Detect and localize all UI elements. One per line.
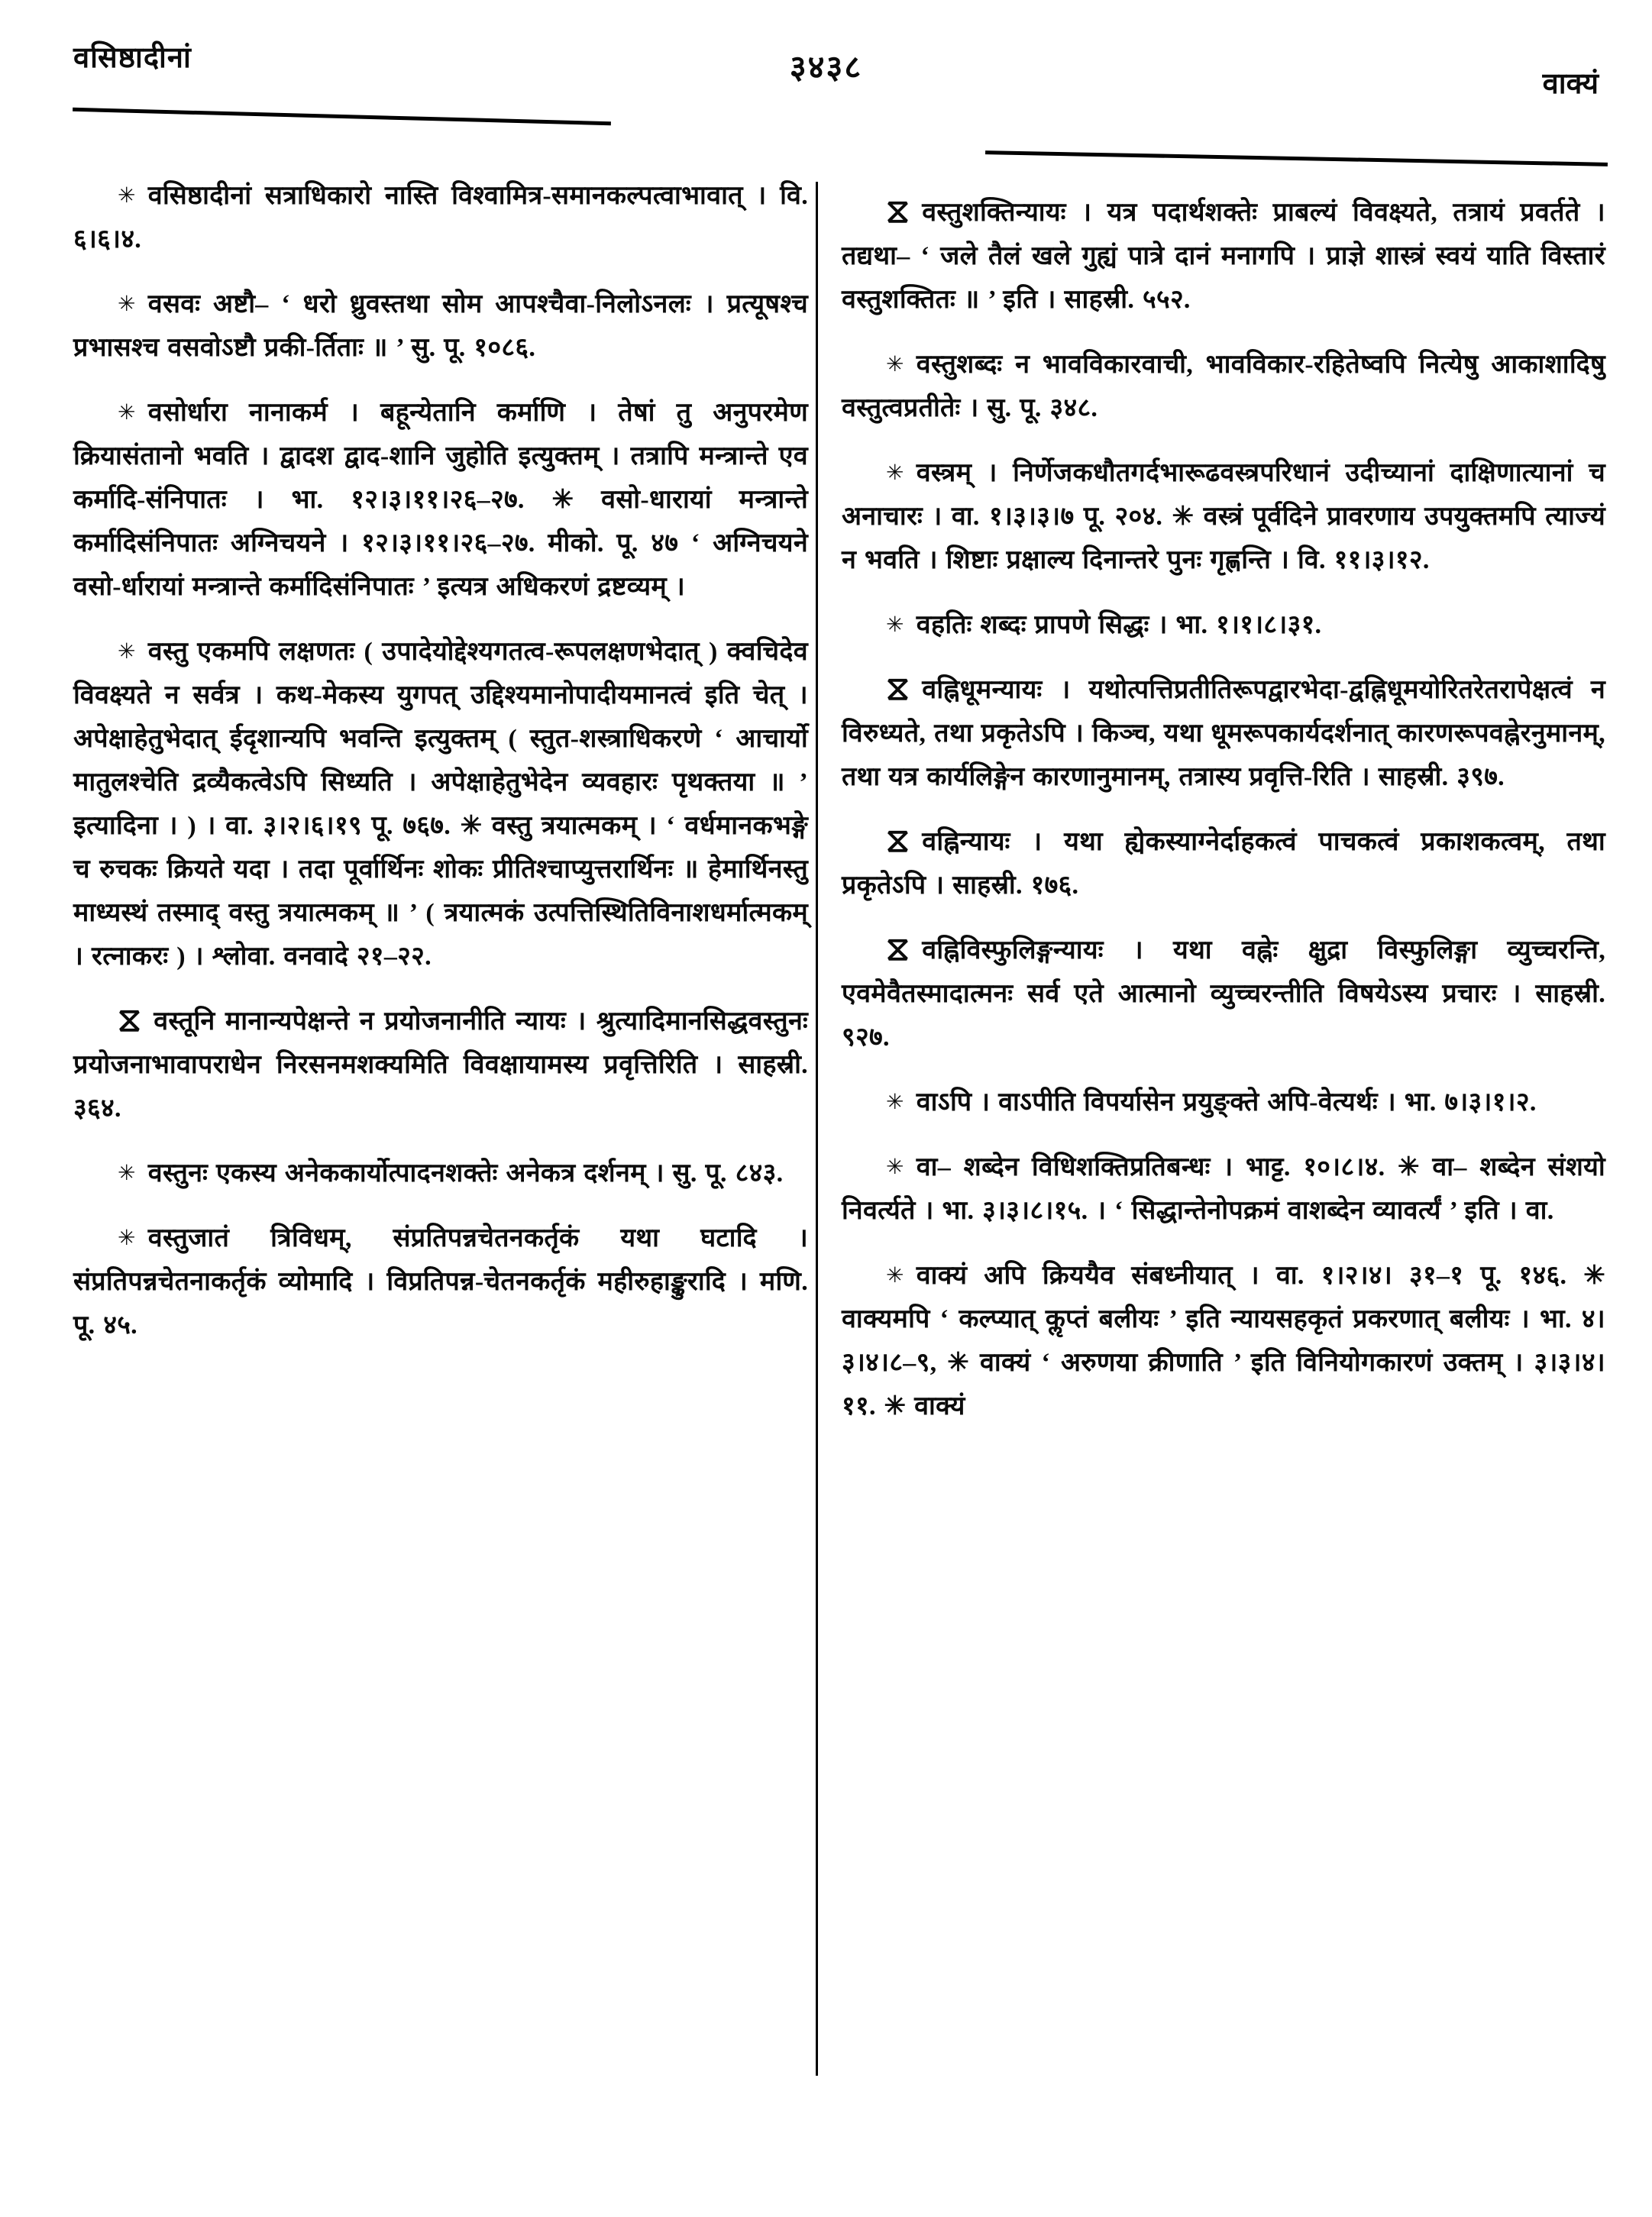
- dictionary-entry: [73, 174, 808, 261]
- entry-text: वस्तुशक्तिन्यायः । यत्र पदार्थशक्तेः प्राबल्यं विवक्ष्यते, तत्रायं प्रवर्तते । तद्यथा– ‘ जले तैलं खले गुह्यं पात्रे दानं मनागपि । प्राज्ञे शास्त्रं स्वयं याति विस्तारं वस्तुशक्तितः ॥ ’ इति । साहस्री. ५५२.: [842, 199, 1605, 314]
- dictionary-entry: [73, 630, 808, 978]
- dictionary-entry: [842, 1146, 1605, 1233]
- dictionary-entry: [842, 451, 1605, 582]
- dictionary-entry: [842, 1254, 1605, 1428]
- entry-marker-icon: ✳: [886, 460, 904, 485]
- entry-marker-icon: ✳: [118, 183, 136, 208]
- right-column: [842, 191, 1605, 1449]
- dictionary-entry: [842, 343, 1605, 430]
- entry-text: वह्निधूमन्यायः । यथोत्पत्तिप्रतीतिरूपद्वारभेदा-द्वह्निधूमयोरितरेतरापेक्षत्वं न विरुध्यते, तथा प्रकृतेऽपि । किञ्च, यथा धूमरूपकार्यदर्शनात् कारणरूपवह्नेरनुमानम्, तथा यत्र कार्यलिङ्गेन कारणानुमानम्, तत्रास्य प्रवृत्ति-रिति । साहस्री. ३९७.: [842, 676, 1605, 791]
- entry-text: वस्तूनि मानान्यपेक्षन्ते न प्रयोजनानीति न्यायः । श्रुत्यादिमानसिद्धवस्तुनः प्रयोजनाभावापराधेन निरसनमशक्यमिति विवक्षायामस्य प्रवृत्तिरिति । साहस्री. ३६४.: [73, 1007, 808, 1123]
- running-head-left: वसिष्ठादीनां: [73, 42, 192, 74]
- entry-text: वाक्यं अपि क्रिययैव संबध्नीयात् । वा. १।२।४। ३१–१ पू. १४६. ✳ वाक्यमपि ‘ कल्प्यात् कॢप्तं बलीयः ’ इति न्यायसहकृतं प्रकरणात् बलीयः । भा. ४।३।४।८–९, ✳ वाक्यं ‘ अरुणया क्रीणाति ’ इति विनियोगकारणं उक्तम् । ३।३।४।११. ✳ वाक्यं: [842, 1262, 1605, 1420]
- entry-marker-icon: ⧖: [886, 669, 910, 708]
- entry-text: वस्तुजातं त्रिविधम्, संप्रतिपन्नचेतनकर्तृकं यथा घटादि । संप्रतिपन्नचेतनाकर्तृकं व्योमादि । विप्रतिपन्न-चेतनकर्तृकं महीरुहाङ्कुरादि । मणि. पू. ४५.: [73, 1224, 808, 1340]
- entry-text: वस्तु एकमपि लक्षणतः ( उपादेयोद्देश्यगतत्व-रूपलक्षणभेदात् ) क्वचिदेव विवक्ष्यते न सर्वत्र । कथ-मेकस्य युगपत् उद्दिश्यमानोपादीयमानत्वं इति चेत् । अपेक्षाहेतुभेदात् ईदृशान्यपि भवन्ति इत्युक्तम् ( स्तुत-शस्त्राधिकरणे ‘ आचार्यो मातुलश्चेति द्रव्यैकत्वेऽपि सिध्यति । अपेक्षाहेतुभेदेन व्यवहारः पृथक्तया ॥ ’ इत्यादिना । ) । वा. ३।२।६।१९ पू. ७६७. ✳ वस्तु त्रयात्मकम् । ‘ वर्धमानकभङ्गे च रुचकः क्रियते यदा । तदा पूर्वार्थिनः शोकः प्रीतिश्चाप्युत्तरार्थिनः ॥ हेमार्थिनस्तु माध्यस्थं तस्माद् वस्तु त्रयात्मकम् ॥ ’ ( त्रयात्मकं उत्पत्तिस्थितिविनाशधर्मात्मकम् । रत्नाकरः ) । श्लोवा. वनवादे २१–२२.: [73, 638, 808, 971]
- entry-marker-icon: ✳: [118, 1225, 136, 1250]
- dictionary-entry: [73, 1217, 808, 1347]
- entry-marker-icon: ⧖: [118, 1000, 142, 1039]
- dictionary-entry: [842, 1081, 1605, 1124]
- entry-text: वसवः अष्टौ– ‘ धरो ध्रुवस्तथा सोम आपश्चैवा-निलोऽनलः । प्रत्यूषश्च प्रभासश्च वसवोऽष्टौ प्रकी-र्तिताः ॥ ’ सु. पू. १०८६.: [73, 290, 808, 362]
- entry-text: वा– शब्देन विधिशक्तिप्रतिबन्धः । भाट्ट. १०।८।४. ✳ वा– शब्देन संशयो निवर्त्यते । भा. ३।३।८।१५. । ‘ सिद्धान्तेनोपक्रमं वाशब्देन व्यावर्त्यं ’ इति । वा.: [842, 1153, 1605, 1225]
- entry-marker-icon: ✳: [886, 1089, 904, 1114]
- header-rule-right: [985, 150, 1608, 166]
- left-column: [73, 174, 808, 1369]
- dictionary-entry: [73, 283, 808, 370]
- dictionary-entry: [73, 391, 808, 609]
- entry-text: वह्निविस्फुलिङ्गन्यायः । यथा वह्नेः क्षुद्रा विस्फुलिङ्गा व्युच्चरन्ति, एवमेवैतस्मादात्मनः सर्व एते आत्मानो व्युच्चरन्तीति विषयेऽस्य प्रचारः । साहस्री. ९२७.: [842, 936, 1605, 1052]
- dictionary-entry: [842, 603, 1605, 647]
- dictionary-entry: [842, 820, 1605, 907]
- entry-text: वह्निन्यायः । यथा ह्येकस्याग्नेर्दाहकत्वं पाचकत्वं प्रकाशकत्वम्, तथा प्रकृतेऽपि । साहस्री. १७६.: [842, 828, 1605, 900]
- dictionary-entry: [73, 1000, 808, 1130]
- dictionary-entry: [73, 1152, 808, 1195]
- entry-marker-icon: ✳: [886, 1154, 904, 1179]
- entry-marker-icon: ⧖: [886, 192, 910, 231]
- entry-text: वस्तुशब्दः न भावविकारवाची, भावविकार-रहितेष्वपि नित्येषु आकाशादिषु वस्तुत्वप्रतीतेः । सु. पू. ३४८.: [842, 351, 1605, 422]
- entry-marker-icon: ✳: [118, 638, 136, 664]
- dictionary-entry: [842, 929, 1605, 1059]
- entry-marker-icon: ⧖: [886, 821, 910, 860]
- entry-text: वस्त्रम् । निर्णेजकधौतगर्दभारूढवस्त्रपरिधानं उदीच्यानां दाक्षिणात्यानां च अनाचारः । वा. १।३।३।७ पू. २०४. ✳ वस्त्रं पूर्वदिने प्रावरणाय उपयुक्तमपि त्याज्यं न भवति । शिष्टाः प्रक्षाल्य दिनान्तरे पुनः गृह्णन्ति । वि. ११।३।१२.: [842, 459, 1605, 574]
- entry-marker-icon: ✳: [118, 291, 136, 316]
- entry-text: वस्तुनः एकस्य अनेककार्योत्पादनशक्तेः अनेकत्र दर्शनम् । सु. पू. ८४३.: [147, 1159, 784, 1188]
- entry-marker-icon: ✳: [886, 612, 904, 637]
- entry-text: वहतिः शब्दः प्रापणे सिद्धः । भा. १।१।८।३१.: [916, 611, 1322, 639]
- entry-marker-icon: ✳: [118, 1160, 136, 1185]
- entry-text: वाऽपि । वाऽपीति विपर्यासेन प्रयुङ्क्ते अपि-वेत्यर्थः । भा. ७।३।१।२.: [916, 1088, 1537, 1117]
- dictionary-entry: [842, 191, 1605, 322]
- running-head-right: वाक्यं: [1542, 68, 1599, 100]
- page-number: ३४३८: [789, 50, 863, 86]
- entry-text: वसिष्ठादीनां सत्राधिकारो नास्ति विश्वामित्र-समानकल्पत्वाभावात् । वि. ६।६।४.: [73, 182, 808, 254]
- header-rule-left: [73, 108, 611, 125]
- dictionary-entry: [842, 668, 1605, 799]
- column-divider: [816, 182, 818, 2076]
- entry-marker-icon: ✳: [118, 399, 136, 425]
- entry-marker-icon: ✳: [886, 351, 904, 377]
- entry-marker-icon: ✳: [886, 1262, 904, 1288]
- entry-text: वसोर्धारा नानाकर्म । बहून्येतानि कर्माणि । तेषां तु अनुपरमेण क्रियासंतानो भवति । द्वादश द्वाद-शानि जुहोति इत्युक्तम् । तत्रापि मन्त्रान्ते एव कर्मादि-संनिपातः । भा. १२।३।११।२६–२७. ✳ वसो-धारायां मन्त्रान्ते कर्मादिसंनिपातः अग्निचयने । १२।३।११।२६–२७. मीको. पू. ४७ ‘ अग्निचयने वसो-र्धारायां मन्त्रान्ते कर्मादिसंनिपातः ’ इत्यत्र अधिकरणं द्रष्टव्यम् ।: [73, 399, 808, 601]
- entry-marker-icon: ⧖: [886, 929, 910, 968]
